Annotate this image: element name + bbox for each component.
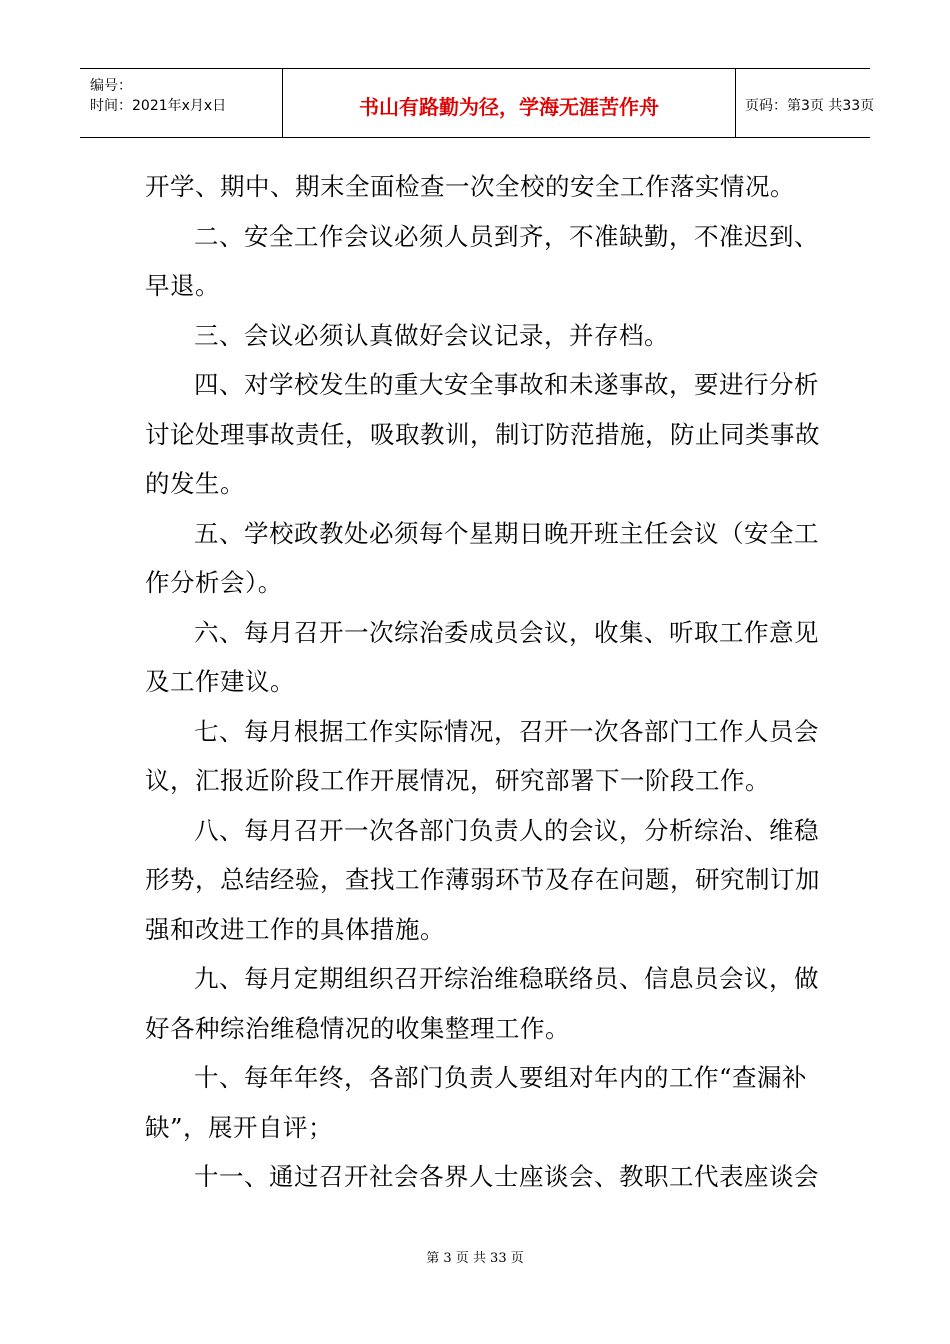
document-body [145, 162, 820, 1202]
body-line: 及工作建议。 [145, 667, 295, 696]
body-line: 缺”，展开自评； [145, 1112, 334, 1142]
body-line: 十、每年年终，各部门负责人要组对年内的工作“查漏补 [194, 1063, 808, 1092]
document-header [80, 68, 875, 138]
body-line: 十一、通过召开社会各界人士座谈会、教职工代表座谈会 [194, 1162, 819, 1191]
body-line: 三、会议必须认真做好会议记录，并存档。 [194, 320, 669, 350]
header-info-cell [80, 69, 282, 137]
body-line: 六、每月召开一次综治委成员会议，收集、听取工作意见 [194, 617, 819, 647]
body-line: 八、每月召开一次各部门负责人的会议，分析综治、维稳 [194, 815, 819, 845]
header-page-code: 页码：第3页 共33页 [745, 98, 875, 114]
body-line: 五、学校政教处必须每个星期日晚开班主任会议（安全工 [194, 518, 819, 548]
document-number-label: 编号： [90, 78, 132, 94]
body-line: 强和改进工作的具体措施。 [145, 914, 445, 944]
document-date-label: 时间：2021年x月x日 [90, 98, 227, 114]
body-line: 形势，总结经验，查找工作薄弱环节及存在问题，研究制订加 [145, 865, 820, 894]
header-page-cell [735, 69, 875, 137]
header-motto: 书山有路勤为径，学海无涯苦作舟 [359, 95, 659, 119]
body-line: 四、对学校发生的重大安全事故和未遂事故，要进行分析 [194, 370, 819, 399]
body-line: 作分析会）。 [145, 568, 283, 597]
body-line: 九、每月定期组织召开综治维稳联络员、信息员会议，做 [194, 964, 819, 993]
header-motto-cell [282, 69, 736, 137]
body-line: 开学、期中、期末全面检查一次全校的安全工作落实情况。 [145, 172, 795, 201]
body-line: 七、每月根据工作实际情况，召开一次各部门工作人员会 [194, 716, 819, 746]
body-line: 二、安全工作会议必须人员到齐，不准缺勤，不准迟到、 [194, 221, 819, 251]
body-line: 好各种综治维稳情况的收集整理工作。 [145, 1013, 570, 1043]
page-footer: 第 3 页 共 33 页 [426, 1251, 524, 1266]
body-line: 的发生。 [145, 469, 245, 498]
body-line: 讨论处理事故责任，吸取教训，制订防范措施，防止同类事故 [145, 419, 820, 449]
body-line: 议，汇报近阶段工作开展情况，研究部署下一阶段工作。 [145, 766, 770, 795]
body-line: 早退。 [145, 271, 220, 300]
